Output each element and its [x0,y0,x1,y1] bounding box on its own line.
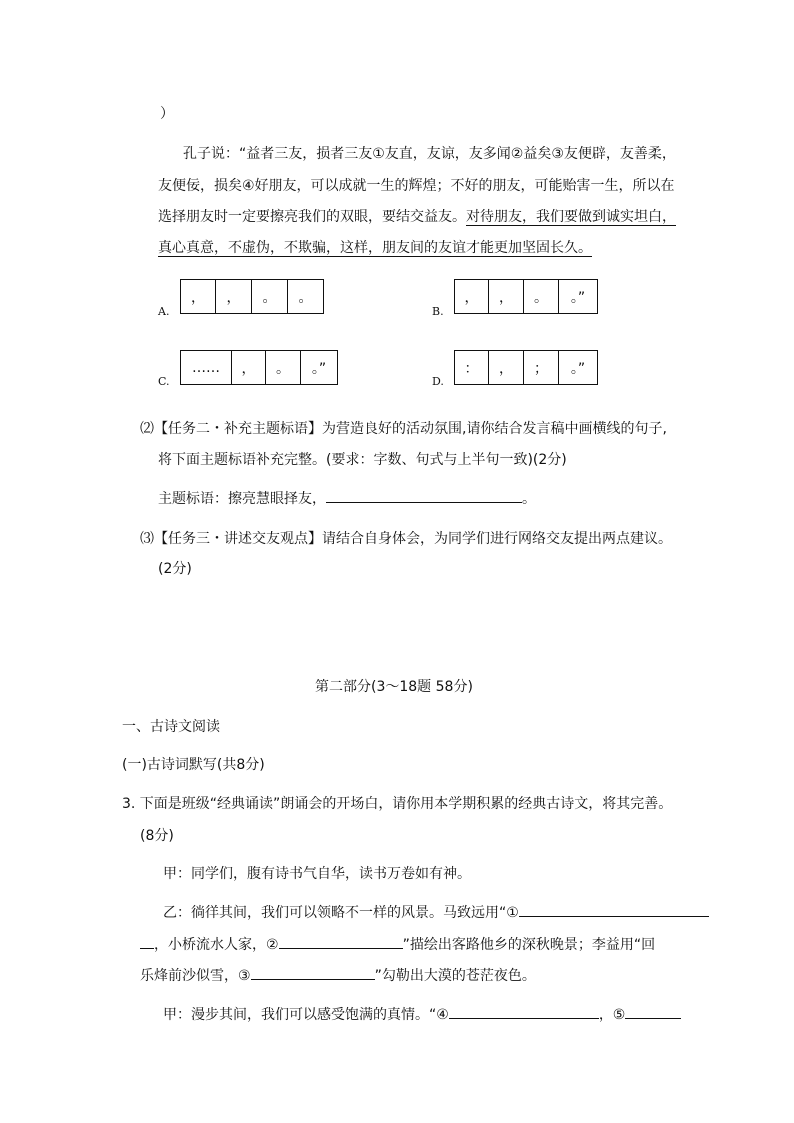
q3-yi-text-b1: ，小桥流水人家，② [154,937,279,953]
answer-blank-2[interactable] [279,934,403,949]
answer-blank-1[interactable] [519,902,709,917]
option-d-boxes [454,350,598,385]
slogan-suffix: 。 [522,491,536,507]
passage-line-1: 孔子说：“益者三友，损者三友①友直，友谅，友多闻②益矣③友便辟，友善柔， [183,146,676,162]
q3-yi-line-b [140,934,655,954]
option-c-cell: 。 [265,351,300,384]
option-c-cell: 。” [300,351,337,384]
passage-underlined-sentence-b: 真心真意，不虚伪，不欺骗，这样，朋友间的友谊才能更加坚固长久。 [158,240,592,256]
slogan-answer-blank[interactable] [326,488,522,503]
option-a-cell: ， [215,280,251,313]
option-d-cell: 。” [558,351,597,384]
section-heading: 一、古诗文阅读 [122,719,220,735]
top-paren: ） [160,106,174,122]
subsection-heading: (一)古诗词默写(共8分) [122,757,265,773]
passage-line-3-plain: 选择朋友时一定要擦亮我们的双眼，要结交益友。 [158,209,466,225]
option-d-cell: ； [523,351,558,384]
option-b-boxes [454,279,598,314]
option-b-cell: ， [488,280,523,313]
option-c-letter: C. [158,375,170,388]
q3-yi-line-a [163,902,709,922]
option-a-cell: ， [191,289,205,306]
q3-jia2-text-b: ，⑤ [598,1007,626,1023]
option-b-letter: B. [432,305,444,318]
q3-yi-text-a: 乙：徜徉其间，我们可以领略不一样的风景。马致远用“① [163,905,519,921]
option-d-cell: ， [488,351,523,384]
option-b-cell: 。 [523,280,558,313]
task3-prompt-line-2: (2分) [158,561,192,577]
passage-line-2: 友便佞，损矣④好朋友，可以成就一生的辉煌；不好的朋友，可能贻害一生，所以在 [158,178,675,194]
slogan-prefix: 主题标语：擦亮慧眼择友， [158,491,326,507]
slogan-line [158,488,536,508]
option-b-cell: 。” [558,280,597,313]
answer-blank-5[interactable] [625,1004,681,1019]
option-c-boxes [180,350,338,385]
task3-prompt-line-1: ⑶【任务三・讲述交友观点】请结合自身体会，为同学们进行网络交友提出两点建议。 [140,531,672,547]
q3-yi-text-b2: ”描绘出客路他乡的深秋晚景；李益用“回 [402,937,656,953]
passage-underlined-sentence-a: 对待朋友，我们要做到诚实坦白， [466,209,676,225]
option-d-cell: ： [464,360,479,377]
q3-prompt-line-2: (8分) [140,828,174,844]
option-c-cell: …… [192,359,220,376]
q3-jia2-text-a: 甲：漫步其间，我们可以感受饱满的真情。“④ [163,1007,449,1023]
option-a-cell: 。 [251,280,287,313]
option-a-boxes [180,279,324,314]
option-b-cell: ， [464,289,479,306]
answer-blank-1-cont[interactable] [140,934,154,949]
answer-blank-4[interactable] [449,1004,599,1019]
part2-title: 第二部分(3～18题 58分) [315,679,473,695]
option-c-cell: ， [231,351,265,384]
answer-blank-3[interactable] [251,965,375,980]
q3-yi-text-c1: 乐烽前沙似雪，③ [140,968,251,984]
q3-jia-line-1: 甲：同学们，腹有诗书气自华，读书万卷如有神。 [163,866,471,882]
q3-jia-line-2 [163,1004,681,1024]
option-a-cell: 。 [287,280,323,313]
passage-line-3 [158,206,676,226]
task2-prompt-line-1: ⑵【任务二・补充主题标语】为营造良好的活动氛围,请你结合发言稿中画横线的句子, [140,421,667,437]
q3-yi-text-c2: ”勾勒出大漠的苍茫夜色。 [374,968,536,984]
task2-prompt-line-2: 将下面主题标语补充完整。(要求：字数、句式与上半句一致)(2分) [158,452,567,468]
q3-yi-line-c [140,965,536,985]
option-d-letter: D. [432,375,444,388]
option-a-letter: A. [158,305,170,318]
q3-prompt-line-1: 3. 下面是班级“经典诵读”朗诵会的开场白，请你用本学期积累的经典古诗文，将其完善。 [122,796,673,812]
